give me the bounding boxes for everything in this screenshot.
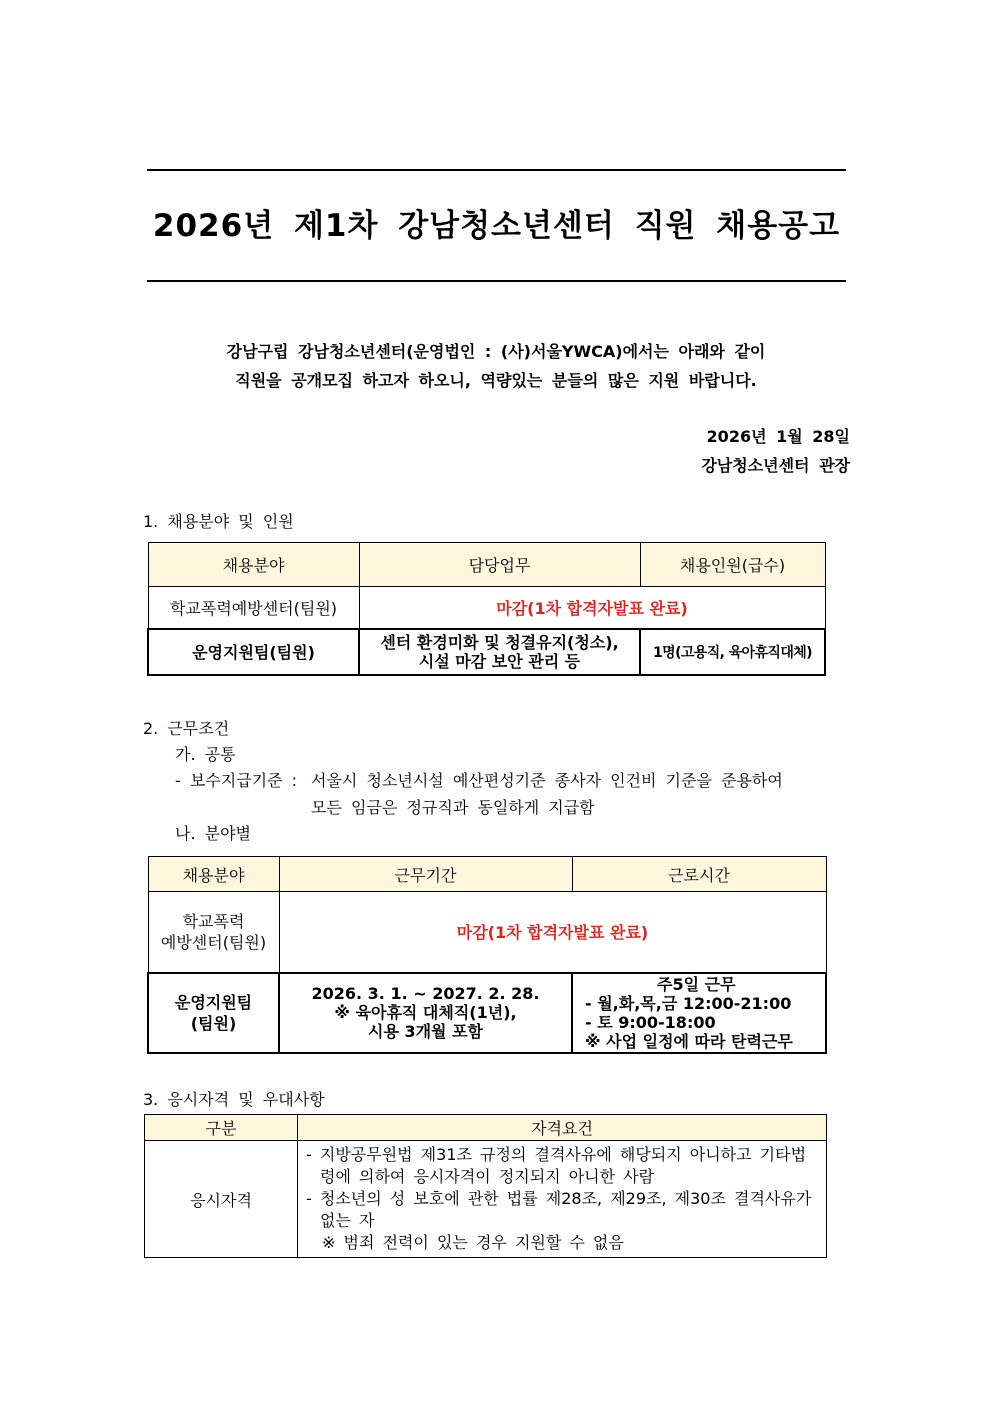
qual-req-2: - 청소년의 성 보호에 관한 법률 제28조, 제29조, 제30조 결격사유가 없는 자: [306, 1189, 812, 1230]
section1-heading: 1. 채용분야 및 인원: [143, 512, 294, 531]
wc-header-field: 채용분야: [148, 857, 279, 892]
section3-heading: 3. 응시자격 및 우대사항: [143, 1090, 325, 1109]
col-header-count: 채용인원(급수): [640, 543, 825, 587]
qual-req-note: ※ 범죄 전력이 있는 경우 지원할 수 없음: [322, 1233, 624, 1252]
wc-row2-hours: [572, 973, 826, 1053]
wc-hours-line2: - 월,화,목,금 12:00-21:00: [585, 993, 792, 1013]
wc-row2-period: [279, 973, 572, 1053]
qual-req-1: - 지방공무원법 제31조 규정의 결격사유에 해당되지 아니하고 기타법령에 의하여 응시자격이 정지되지 아니한 사람: [306, 1145, 807, 1186]
section2-sub-field: 나. 분야별: [175, 824, 251, 843]
wc-row1-field-line1: 학교폭력: [182, 911, 245, 931]
qual-row-label: 응시자격: [145, 1141, 298, 1258]
title-bottom-rule: [147, 280, 846, 282]
col-header-duty: 담당업무: [359, 543, 640, 587]
row2-duty-line1: 센터 환경미화 및 청결유지(청소),: [380, 632, 619, 652]
row2-field: 운영지원팀(팀원): [148, 629, 359, 675]
wc-hours-line4: ※ 사업 일정에 따라 탄력근무: [585, 1031, 793, 1051]
wc-period-line1: 2026. 3. 1. ~ 2027. 2. 28.: [311, 984, 540, 1003]
wc-row1-field-line2: 예방센터(팀원): [160, 932, 267, 952]
wc-row1-field: [148, 892, 279, 973]
notice-date: 2026년 1월 28일: [706, 427, 850, 446]
qual-requirements: [298, 1141, 827, 1258]
title-top-rule: [147, 169, 846, 171]
row2-count: 1명(고용직, 육아휴직대체): [640, 629, 825, 675]
intro-line-2: 직원을 공개모집 하고자 하오니, 역량있는 분들의 많은 지원 바랍니다.: [235, 371, 757, 390]
row2-duty-line2: 시설 마감 보안 관리 등: [418, 651, 581, 671]
qual-header-category: 구분: [145, 1115, 298, 1141]
col-header-field: 채용분야: [148, 543, 359, 587]
intro-line-1: 강남구립 강남청소년센터(운영법인 : (사)서울YWCA)에서는 아래와 같이: [226, 342, 766, 361]
pay-label: - 보수지급기준 :: [175, 771, 298, 790]
wc-row1-closed-status: 마감(1차 합격자발표 완료): [279, 892, 826, 973]
pay-line-2: 모든 임금은 정규직과 동일하게 지급함: [311, 798, 595, 817]
wc-hours-line1: 주5일 근무: [657, 974, 736, 994]
wc-row2-field: [148, 973, 279, 1053]
wc-header-period: 근무기간: [279, 857, 572, 892]
qualification-table: [144, 1114, 827, 1258]
wc-header-hours: 근로시간: [572, 857, 826, 892]
wc-row2-field-line1: 운영지원팀: [174, 992, 253, 1012]
recruitment-table: [147, 542, 826, 676]
wc-hours-line3: - 토 9:00-18:00: [585, 1012, 716, 1032]
row1-closed-status: 마감(1차 합격자발표 완료): [359, 587, 825, 629]
wc-row2-field-line2: (팀원): [190, 1013, 237, 1033]
row2-duty: [359, 629, 640, 675]
section2-heading: 2. 근무조건: [143, 719, 230, 738]
wc-period-line2: ※ 육아휴직 대체직(1년),: [334, 1003, 517, 1022]
qual-header-requirements: 자격요건: [298, 1115, 827, 1141]
work-conditions-table: [147, 856, 827, 1054]
pay-line-1: 서울시 청소년시설 예산편성기준 종사자 인건비 기준을 준용하여: [311, 771, 783, 790]
wc-period-line3: 시용 3개월 포함: [367, 1022, 483, 1041]
row1-field: 학교폭력예방센터(팀원): [148, 587, 359, 629]
section2-sub-common: 가. 공통: [175, 745, 236, 764]
issuer: 강남청소년센터 관장: [701, 456, 850, 475]
document-title: 2026년 제1차 강남청소년센터 직원 채용공고: [152, 208, 841, 244]
